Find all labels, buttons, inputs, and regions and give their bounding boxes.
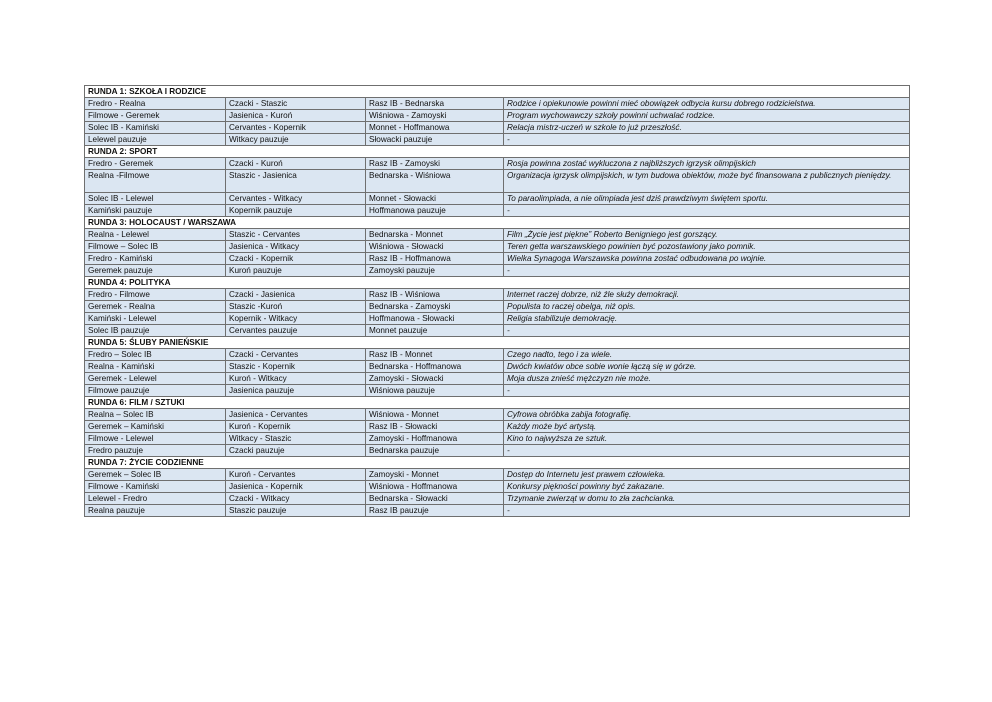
match-pair-col1: Geremek pauzuje [85,265,226,277]
match-pair-col2: Staszic - Jasienica [226,170,366,193]
motion-text: Kino to najwyższa ze sztuk. [504,433,910,445]
match-row [85,122,910,134]
match-pair-col1: Lelewel - Fredro [85,493,226,505]
match-pair-col1: Fredro - Geremek [85,158,226,170]
match-pair-col1: Filmowe - Kamiński [85,481,226,493]
match-pair-col3: Wiśniowa - Słowacki [366,241,504,253]
round-title: RUNDA 6: FILM / SZTUKI [85,397,910,409]
round-title: RUNDA 7: ŻYCIE CODZIENNE [85,457,910,469]
match-pair-col3: Bednarska - Hoffmanowa [366,361,504,373]
motion-text: - [504,205,910,217]
match-pair-col1: Realna -Filmowe [85,170,226,193]
match-pair-col1: Geremek – Kamiński [85,421,226,433]
match-pair-col3: Bednarska - Zamoyski [366,301,504,313]
match-pair-col3: Bednarska pauzuje [366,445,504,457]
match-pair-col1: Fredro – Solec IB [85,349,226,361]
motion-text: Cyfrowa obróbka zabija fotografię. [504,409,910,421]
match-row [85,193,910,205]
match-pair-col2: Cervantes pauzuje [226,325,366,337]
match-pair-col3: Zamoyski - Hoffmanowa [366,433,504,445]
round-title: RUNDA 2: SPORT [85,146,910,158]
match-pair-col1: Geremek - Lelewel [85,373,226,385]
round-title: RUNDA 1: SZKOŁA I RODZICE [85,86,910,98]
match-pair-col1: Fredro - Kamiński [85,253,226,265]
match-pair-col3: Rasz IB - Monnet [366,349,504,361]
round-header-row [85,337,910,349]
match-pair-col2: Czacki - Cervantes [226,349,366,361]
match-row [85,421,910,433]
motion-text: - [504,325,910,337]
match-row [85,505,910,517]
motion-text: Teren getta warszawskiego powinien być pozostawiony jako pomnik. [504,241,910,253]
match-row [85,289,910,301]
match-pair-col1: Realna – Solec IB [85,409,226,421]
match-row [85,469,910,481]
match-pair-col3: Hoffmanowa - Słowacki [366,313,504,325]
match-pair-col1: Realna pauzuje [85,505,226,517]
match-pair-col1: Kamiński pauzuje [85,205,226,217]
match-pair-col2: Staszic - Cervantes [226,229,366,241]
match-row [85,265,910,277]
motion-text: Dostęp do Internetu jest prawem człowieka. [504,469,910,481]
match-pair-col2: Jasienica - Kuroń [226,110,366,122]
match-pair-col2: Witkacy - Staszic [226,433,366,445]
match-row [85,229,910,241]
match-pair-col1: Solec IB - Kamiński [85,122,226,134]
round-header-row [85,277,910,289]
match-row [85,349,910,361]
motion-text: - [504,505,910,517]
match-pair-col3: Wiśniowa - Hoffmanowa [366,481,504,493]
match-row [85,301,910,313]
match-pair-col1: Filmowe – Solec IB [85,241,226,253]
match-pair-col3: Wiśniowa - Zamoyski [366,110,504,122]
match-pair-col2: Czacki - Kopernik [226,253,366,265]
motion-text: Populista to raczej obelga, niż opis. [504,301,910,313]
match-pair-col2: Czacki - Staszic [226,98,366,110]
match-pair-col1: Kamiński - Lelewel [85,313,226,325]
round-header-row [85,146,910,158]
schedule-body [85,86,910,517]
motion-text: Program wychowawczy szkoły powinni uchwalać rodzice. [504,110,910,122]
match-pair-col2: Czacki - Jasienica [226,289,366,301]
match-pair-col1: Geremek - Realna [85,301,226,313]
match-pair-col3: Monnet - Słowacki [366,193,504,205]
match-pair-col3: Bednarska - Słowacki [366,493,504,505]
match-row [85,373,910,385]
motion-text: - [504,265,910,277]
match-pair-col3: Monnet pauzuje [366,325,504,337]
match-pair-col2: Kopernik pauzuje [226,205,366,217]
motion-text: Każdy może być artystą. [504,421,910,433]
round-header-row [85,86,910,98]
match-pair-col1: Realna - Lelewel [85,229,226,241]
motion-text: Dwóch kwiatów obce sobie wonie łączą się w górze. [504,361,910,373]
match-pair-col2: Jasienica - Witkacy [226,241,366,253]
match-pair-col1: Filmowe pauzuje [85,385,226,397]
motion-text: - [504,385,910,397]
match-pair-col3: Rasz IB - Słowacki [366,421,504,433]
match-row [85,241,910,253]
motion-text: - [504,445,910,457]
round-title: RUNDA 5: ŚLUBY PANIEŃSKIE [85,337,910,349]
match-pair-col3: Rasz IB pauzuje [366,505,504,517]
match-pair-col2: Kuroń - Cervantes [226,469,366,481]
match-pair-col1: Geremek – Solec IB [85,469,226,481]
match-row [85,205,910,217]
match-row [85,98,910,110]
match-pair-col1: Lelewel pauzuje [85,134,226,146]
motion-text: Rosja powinna zostać wykluczona z najbliższych igrzysk olimpijskich [504,158,910,170]
match-pair-col2: Jasienica - Cervantes [226,409,366,421]
match-pair-col3: Rasz IB - Hoffmanowa [366,253,504,265]
match-pair-col3: Wiśniowa pauzuje [366,385,504,397]
match-pair-col2: Witkacy pauzuje [226,134,366,146]
match-pair-col1: Fredro pauzuje [85,445,226,457]
match-row [85,170,910,193]
match-row [85,134,910,146]
motion-text: Film „Życie jest piękne” Roberto Benigniego jest gorszący. [504,229,910,241]
motion-text: Rodzice i opiekunowie powinni mieć obowiązek odbycia kursu dobrego rodzicielstwa. [504,98,910,110]
match-pair-col1: Solec IB - Lelewel [85,193,226,205]
match-pair-col3: Rasz IB - Zamoyski [366,158,504,170]
match-pair-col1: Solec IB pauzuje [85,325,226,337]
motion-text: Wielka Synagoga Warszawska powinna zostać odbudowana po wojnie. [504,253,910,265]
match-pair-col3: Monnet - Hoffmanowa [366,122,504,134]
match-row [85,158,910,170]
match-pair-col1: Filmowe - Lelewel [85,433,226,445]
match-row [85,361,910,373]
match-pair-col2: Cervantes - Kopernik [226,122,366,134]
match-pair-col2: Jasienica - Kopernik [226,481,366,493]
match-pair-col2: Kuroń - Kopernik [226,421,366,433]
motion-text: - [504,134,910,146]
motion-text: To paraolimpiada, a nie olimpiada jest dziś prawdziwym świętem sportu. [504,193,910,205]
match-pair-col2: Czacki pauzuje [226,445,366,457]
match-pair-col3: Hoffmanowa pauzuje [366,205,504,217]
match-pair-col3: Zamoyski - Monnet [366,469,504,481]
round-header-row [85,217,910,229]
match-pair-col3: Zamoyski pauzuje [366,265,504,277]
round-title: RUNDA 3: HOLOCAUST / WARSZAWA [85,217,910,229]
round-header-row [85,457,910,469]
match-row [85,110,910,122]
match-row [85,433,910,445]
motion-text: Organizacja igrzysk olimpijskich, w tym budowa obiektów, może być finansowana z publicznych pieniędzy. [504,170,910,193]
match-row [85,409,910,421]
match-pair-col2: Staszic - Kopernik [226,361,366,373]
match-pair-col3: Zamoyski - Słowacki [366,373,504,385]
match-pair-col2: Staszic pauzuje [226,505,366,517]
match-pair-col3: Wiśniowa - Monnet [366,409,504,421]
match-pair-col1: Realna - Kamiński [85,361,226,373]
match-row [85,493,910,505]
match-pair-col3: Słowacki pauzuje [366,134,504,146]
motion-text: Konkursy piękności powinny być zakazane. [504,481,910,493]
motion-text: Trzymanie zwierząt w domu to zła zachcianka. [504,493,910,505]
schedule-table [84,85,910,517]
match-pair-col3: Rasz IB - Wiśniowa [366,289,504,301]
match-row [85,313,910,325]
match-pair-col1: Fredro - Realna [85,98,226,110]
match-pair-col1: Fredro - Filmowe [85,289,226,301]
match-pair-col3: Rasz IB - Bednarska [366,98,504,110]
debate-schedule-sheet [84,85,909,517]
motion-text: Czego nadto, tego i za wiele. [504,349,910,361]
round-title: RUNDA 4: POLITYKA [85,277,910,289]
motion-text: Moja dusza znieść mężczyzn nie może. [504,373,910,385]
match-pair-col3: Bednarska - Wiśniowa [366,170,504,193]
round-header-row [85,397,910,409]
match-pair-col2: Kuroń pauzuje [226,265,366,277]
match-pair-col2: Kuroń - Witkacy [226,373,366,385]
match-row [85,385,910,397]
match-row [85,253,910,265]
motion-text: Internet raczej dobrze, niż źle służy demokracji. [504,289,910,301]
match-pair-col2: Cervantes - Witkacy [226,193,366,205]
match-row [85,481,910,493]
match-row [85,325,910,337]
match-pair-col1: Filmowe - Geremek [85,110,226,122]
match-pair-col2: Czacki - Witkacy [226,493,366,505]
match-pair-col2: Kopernik - Witkacy [226,313,366,325]
match-pair-col3: Bednarska - Monnet [366,229,504,241]
match-row [85,445,910,457]
motion-text: Relacja mistrz-uczeń w szkole to już przeszłość. [504,122,910,134]
match-pair-col2: Jasienica pauzuje [226,385,366,397]
match-pair-col2: Staszic -Kuroń [226,301,366,313]
motion-text: Religia stabilizuje demokrację. [504,313,910,325]
match-pair-col2: Czacki - Kuroń [226,158,366,170]
